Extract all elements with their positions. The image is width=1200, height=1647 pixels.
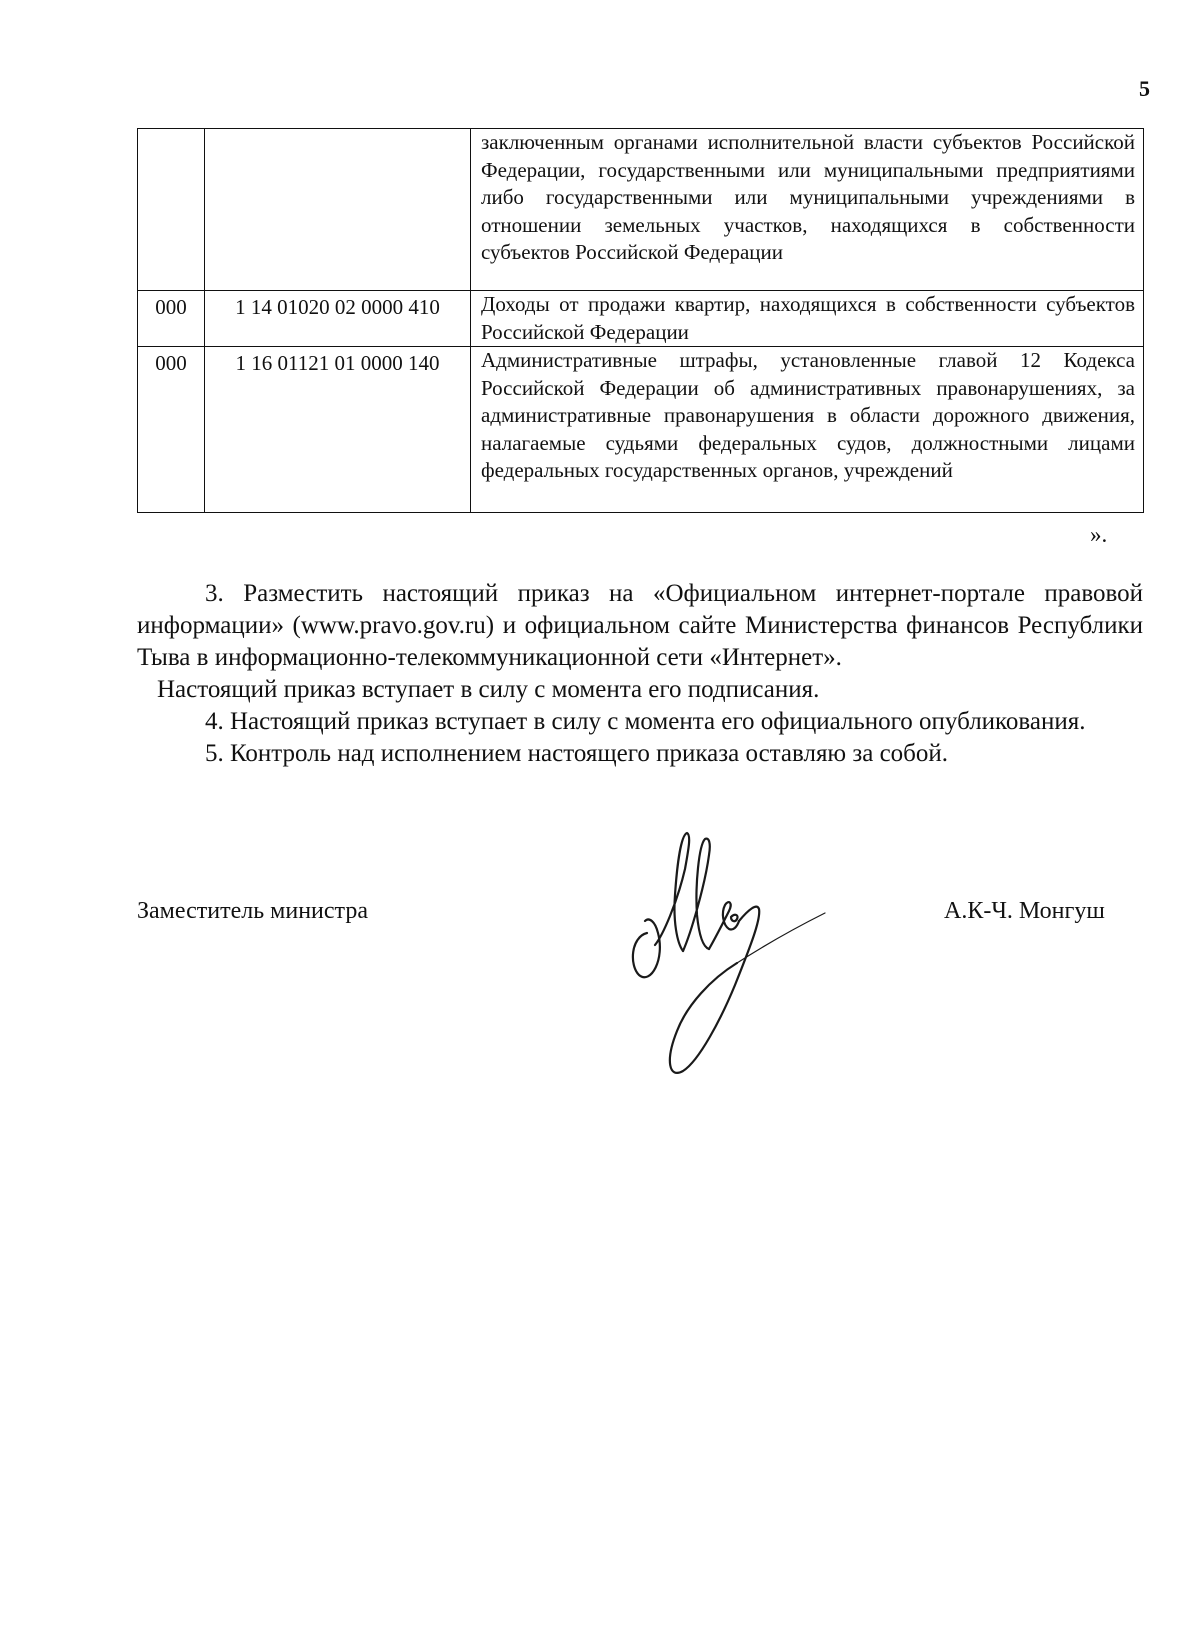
page-number: 5 <box>1139 76 1150 101</box>
income-name-cell: Административные штрафы, установленные главой 12 Кодекса Российской Федерации об административных правонарушениях, за административные правонарушения в области дорожного движения, налагаемые судьями федеральных судов, должностными лицами федеральных государственных органов, учреждений <box>471 347 1144 513</box>
handwritten-signature <box>625 825 840 1090</box>
signer-name: А.К-Ч. Монгуш <box>944 898 1105 924</box>
order-text <box>137 578 1143 770</box>
admin-code-cell: 000 <box>138 347 205 513</box>
table-row <box>138 129 1144 291</box>
paragraph-item-3-note: Настоящий приказ вступает в силу с момента его подписания. <box>157 676 820 703</box>
closing-quote: ». <box>1090 522 1108 547</box>
admin-code-cell <box>138 129 205 291</box>
income-name-cell: Доходы от продажи квартир, находящихся в собственности субъектов Российской Федерации <box>471 291 1144 347</box>
income-name-cell: заключенным органами исполнительной власти субъектов Российской Федерации, государственными или муниципальными предприятиями либо государственными или муниципальными учреждениями в отношении земельных участков, находящихся в собственности субъектов Российской Федерации <box>471 129 1144 291</box>
admin-code-cell: 000 <box>138 291 205 347</box>
paragraph-item-5: 5. Контроль над исполнением настоящего приказа оставляю за собой. <box>205 740 949 767</box>
budget-code-cell <box>205 129 471 291</box>
budget-code-cell: 1 16 01121 01 0000 140 <box>205 347 471 513</box>
paragraph-item-4: 4. Настоящий приказ вступает в силу с момента его официального опубликования. <box>205 708 1086 735</box>
signer-position: Заместитель министра <box>137 898 368 924</box>
table-row <box>138 291 1144 347</box>
budget-codes-table <box>137 128 1144 513</box>
table-row <box>138 347 1144 513</box>
budget-code-cell: 1 14 01020 02 0000 410 <box>205 291 471 347</box>
paragraph-item-3: 3. Разместить настоящий приказ на «Официальном интернет-портале правовой информации» (www.pravo.gov.ru) и официальном сайте Министерства финансов Республики Тыва в информационно-телекоммуникационной сети «Интернет». <box>137 580 1143 671</box>
